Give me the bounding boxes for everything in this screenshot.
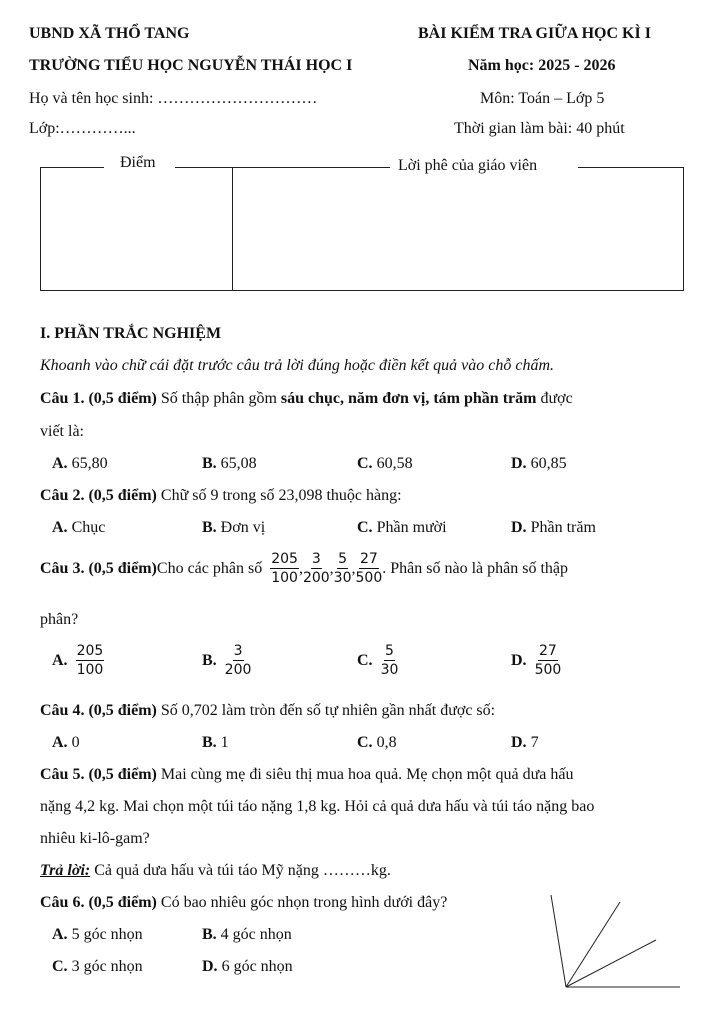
question-5-line3: nhiêu ki-lô-gam? [40,830,150,847]
q6-option-c[interactable]: C. 3 góc nhọn [52,958,143,975]
question-4-label: Câu 4. (0,5 điểm) [40,702,157,719]
box-top-line-middle [175,167,390,168]
section-instruction: Khoanh vào chữ cái đặt trước câu trả lời đúng hoặc điền kết quả vào chỗ chấm. [40,357,554,374]
q2-option-c[interactable]: C. Phần mười [357,519,447,536]
angle-ray-upper [566,902,620,987]
q3-option-b[interactable]: B. $\frac{3}{200}$ [202,643,252,679]
question-1-line2: viết là: [40,423,84,440]
box-divider [232,167,233,291]
question-3 [40,551,568,586]
question-3-line2: phân? [40,611,79,628]
question-4 [40,702,495,720]
q6-option-b[interactable]: B. 4 góc nhọn [202,926,292,943]
question-3-text-b: . Phân số nào là phân số thập [382,559,568,577]
fraction: $\frac{5}{30}$ [333,551,352,587]
box-top-line-left [40,167,104,168]
question-1 [40,390,573,408]
time-label: Thời gian làm bài: 40 phút [454,120,625,137]
fraction: $\frac{27}{500}$ [355,551,383,587]
question-1-text-b: được [536,390,573,407]
question-6 [40,894,447,912]
question-1-text-a: Số thập phân gồm [156,390,281,407]
q4-option-d[interactable]: D. 7 [511,734,539,751]
question-4-text: Số 0,702 làm tròn đến số tự nhiên gần nhất được số: [156,702,496,719]
question-5 [40,766,573,784]
q4-option-a[interactable]: A. 0 [52,734,80,751]
q3-option-c[interactable]: C. $\frac{5}{30}$ [357,643,399,679]
q2-option-a[interactable]: A. Chục [52,519,106,536]
exam-title: BÀI KIỂM TRA GIỮA HỌC KÌ I [418,25,651,42]
q1-option-d[interactable]: D. 60,85 [511,455,567,472]
q6-option-d[interactable]: D. 6 góc nhọn [202,958,293,975]
angle-ray-lower [566,940,656,987]
question-1-text-bold: sáu chục, năm đơn vị, tám phần trăm [280,390,537,407]
angle-ray-left [551,895,566,987]
subject-label: Môn: Toán – Lớp 5 [480,90,605,107]
q6-option-a[interactable]: A. 5 góc nhọn [52,926,143,943]
q4-option-c[interactable]: C. 0,8 [357,734,397,751]
angle-diagram [540,880,690,995]
school-year: Năm học: 2025 - 2026 [468,57,616,74]
question-1-label: Câu 1. (0,5 điểm) [40,390,157,407]
section-title: I. PHẦN TRẮC NGHIỆM [40,325,222,342]
question-5-text-line1: Mai cùng mẹ đi siêu thị mua hoa quả. Mẹ chọn một quả dưa hấu [156,766,574,783]
district-name: UBND XÃ THỔ TANG [29,25,190,42]
question-6-text: Có bao nhiêu góc nhọn trong hình dưới đây? [156,894,448,911]
question-5-line2: nặng 4,2 kg. Mai chọn một túi táo nặng 1,8 kg. Hỏi cả quả dưa hấu và túi táo nặng bao [40,798,595,815]
class-field: Lớp:…………... [29,120,136,137]
q1-option-b[interactable]: B. 65,08 [202,455,257,472]
answer-text[interactable]: Cả quả dưa hấu và túi táo Mỹ nặng ………kg. [90,862,391,879]
q3-option-d[interactable]: D. $\frac{27}{500}$ [511,643,562,679]
question-3-label: Câu 3. (0,5 điểm) [40,559,157,577]
fraction: $\frac{3}{200}$ [224,643,252,679]
grade-box-frame [40,167,684,291]
question-5-label: Câu 5. (0,5 điểm) [40,766,157,783]
answer-label: Trả lời: [40,862,91,879]
score-label: Điểm [120,154,156,171]
student-name-field: Họ và tên học sinh: ………………………… [29,90,318,107]
q4-option-b[interactable]: B. 1 [202,734,229,751]
question-2-text: Chữ số 9 trong số 23,098 thuộc hàng: [156,487,402,504]
fraction: $\frac{205}{100}$ [271,551,298,587]
question-6-label: Câu 6. (0,5 điểm) [40,894,157,911]
fraction: $\frac{5}{30}$ [380,643,399,679]
fraction: $\frac{205}{100}$ [76,643,104,679]
q3-option-a[interactable]: A. $\frac{205}{100}$ [52,643,104,679]
fraction-list: $\frac{205}{100}$ , $\frac{3}{200}$ , $\frac{5}{30}$ , $\frac{27}{500}$ [271,551,383,587]
q2-option-d[interactable]: D. Phần trăm [511,519,596,536]
q1-option-a[interactable]: A. 65,80 [52,455,108,472]
question-3-text-a: Cho các phân số [156,559,263,577]
question-5-answer [40,862,391,880]
box-top-line-right [578,167,683,168]
q2-option-b[interactable]: B. Đơn vị [202,519,266,536]
fraction: $\frac{3}{200}$ [302,551,330,587]
q1-option-c[interactable]: C. 60,58 [357,455,413,472]
school-name: TRƯỜNG TIỂU HỌC NGUYỄN THÁI HỌC I [29,57,353,74]
teacher-comment-label: Lời phê của giáo viên [398,157,538,174]
fraction: $\frac{27}{500}$ [534,643,562,679]
question-2-label: Câu 2. (0,5 điểm) [40,487,157,504]
question-2 [40,487,402,505]
